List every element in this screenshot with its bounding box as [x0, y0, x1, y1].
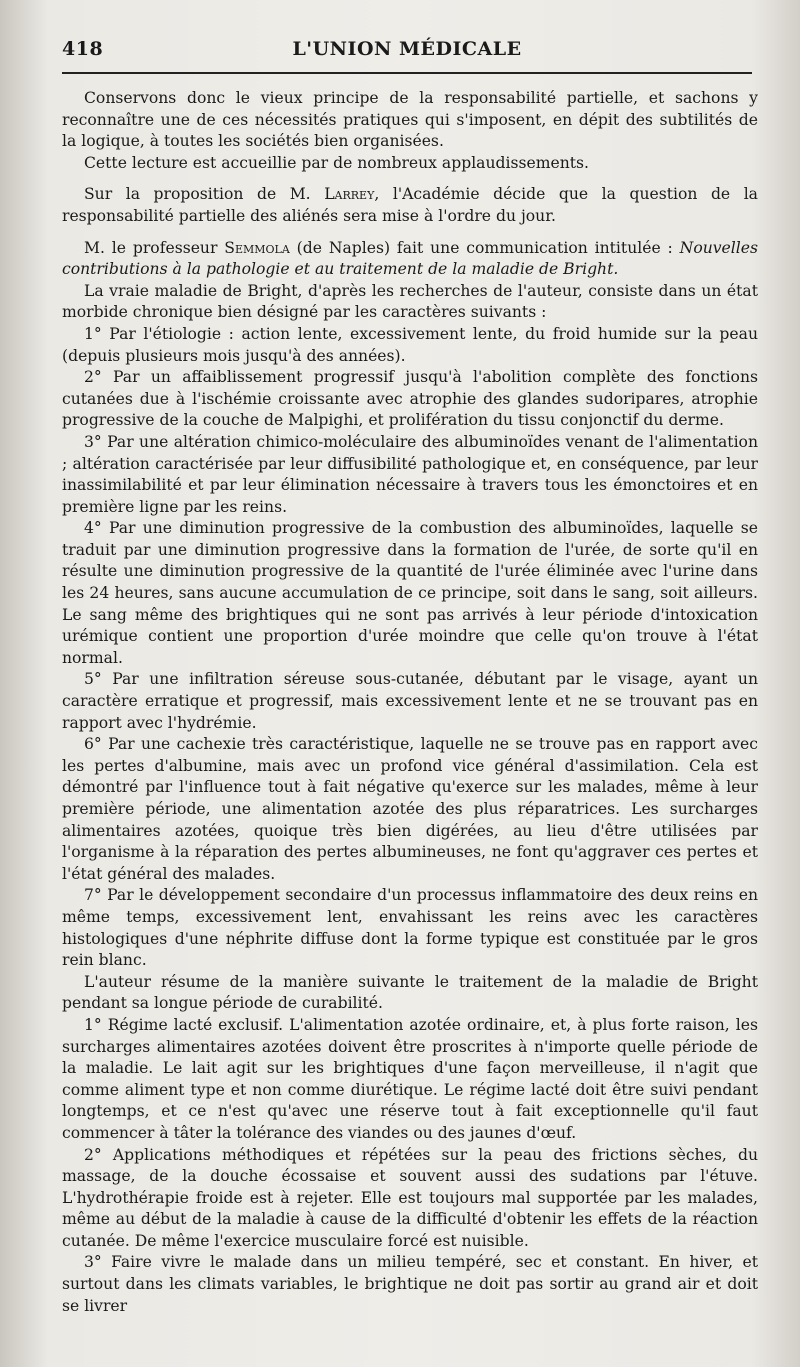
article-body: [62, 88, 758, 1317]
page-number: 418: [62, 38, 104, 60]
paragraph-responsabilite: Conservons donc le vieux principe de la responsabilité partielle, et sachons y reconnaître une de ces nécessités pratiques qui s'imposent, en dépit des subtilités de la logique, à toutes les sociétés bien organisées.: [62, 89, 758, 151]
treatment-item-1-regime: 1° Régime lacté exclusif. L'alimentation azotée ordinaire, et, à plus forte raison, les surcharges alimentaires azotées doivent être proscrites à n'importe quelle période de la maladie. Le lait agit sur les brightiques d'une façon merveilleuse, il n'agit que comme aliment type et non comme diurétique. Le régime lacté doit être suivi pendant longtemps, et ce n'est qu'avec une réserve tout à fait exceptionnelle qu'il faut commencer à tâter la tolérance des viandes ou des jaunes d'œuf.: [62, 1015, 758, 1142]
treatment-item-2-applications: 2° Applications méthodiques et répétées sur la peau des frictions sèches, du massage, de la douche écossaise et souvent aussi des sudations par l'étuve. L'hydrothérapie froide est à rejeter. Elle est toujours mal supportée par les malades, même au début de la maladie à cause de la difficulté d'obtenir les effets de la réaction cutanée. De même l'exercice musculaire forcé est nuisible.: [62, 1145, 758, 1250]
paragraph-traitement-intro: L'auteur résume de la manière suivante le traitement de la maladie de Bright pendant sa longue période de curabilité.: [62, 972, 758, 1013]
paragraph-semmola-communication: M. le professeur Semmola (de Naples) fait une communication intitulée : Nouvelles contributions à la pathologie et au traitement de la maladie de Bright.: [62, 238, 758, 279]
list-item-4-diminution: 4° Par une diminution progressive de la combustion des albuminoïdes, laquelle se traduit par une diminution progressive dans la formation de l'urée, de sorte qu'il en résulte une diminution progressive de la quantité de l'urée éliminée avec l'urine dans les 24 heures, sans aucune accumulation de ce principe, soit dans le sang, soit ailleurs. Le sang même des brightiques qui ne sont pas arrivés à leur période d'intoxication urémique contient une proportion d'urée moindre que celle qu'on trouve à l'état normal.: [62, 519, 758, 667]
author-name-semmola: Semmola: [224, 238, 290, 257]
list-item-5-infiltration: 5° Par une infiltration séreuse sous-cutanée, débutant par le visage, ayant un caractère erratique et progressif, mais excessivement lente et ne se trouvant pas en rapport avec l'hydrémie.: [62, 670, 758, 732]
author-name-larrey: Larrey: [324, 185, 375, 204]
list-item-1-etiologie: 1° Par l'étiologie : action lente, excessivement lente, du froid humide sur la peau (depuis plusieurs mois jusqu'à des années).: [62, 324, 758, 365]
page-header: [62, 38, 752, 68]
list-item-6-cachexie: 6° Par une cachexie très caractéristique, laquelle ne se trouve pas en rapport avec les pertes d'albumine, mais avec un profond vice général d'assimilation. Cela est démontré par l'influence tout à fait négative qu'exerce sur les malades, même à leur première période, une alimentation azotée des plus réparatrices. Les surcharges alimentaires azotées, quoique très bien digérées, au lieu d'être utilisées par l'organisme à la réparation des pertes albumineuses, ne font qu'aggraver ces pertes et l'état général des malades.: [62, 735, 758, 883]
paragraph-applaudissements: Cette lecture est accueillie par de nombreux applaudissements.: [84, 153, 590, 172]
running-title: L'UNION MÉDICALE: [292, 38, 522, 60]
paragraph-definition: La vraie maladie de Bright, d'après les recherches de l'auteur, consiste dans un état morbide chronique bien désigné par les caractères suivants :: [62, 281, 758, 322]
header-rule: [62, 72, 752, 74]
list-item-3-alteration: 3° Par une altération chimico-moléculaire des albuminoïdes venant de l'alimentation ; altération caractérisée par leur diffusibilité pathologique et, en conséquence, par leur inassimilabilité et par leur élimination nécessaire à travers tous les émonctoires et en première ligne par les reins.: [62, 432, 758, 516]
communication-title: Nouvelles contributions à la pathologie et au traitement de la maladie de Bright.: [62, 238, 758, 279]
treatment-item-3-milieu: 3° Faire vivre le malade dans un milieu tempéré, sec et constant. En hiver, et surtout dans les climats variables, le brightique ne doit pas sortir au grand air et doit se livrer: [62, 1253, 758, 1315]
list-item-2-affaiblissement: 2° Par un affaiblissement progressif jusqu'à l'abolition complète des fonctions cutanées due à l'ischémie croissante avec atrophie des glandes sudoripares, atrophie progressive de la couche de Malpighi, et prolifération du tissu conjonctif du derme.: [62, 368, 758, 430]
paragraph-proposition-larrey: Sur la proposition de M. Larrey, l'Académie décide que la question de la responsabilité partielle des aliénés sera mise à l'ordre du jour.: [62, 185, 758, 225]
list-item-7-developpement: 7° Par le développement secondaire d'un processus inflammatoire des deux reins en même temps, excessivement lent, envahissant les reins avec les caractères histologiques d'une néphrite diffuse dont la forme typique est constituée par le gros rein blanc.: [62, 886, 758, 970]
